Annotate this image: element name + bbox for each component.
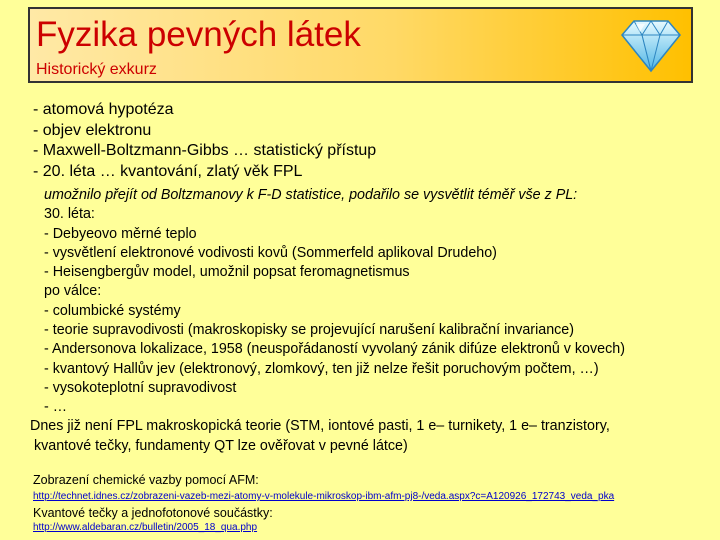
detail-line: po válce:	[44, 283, 102, 300]
bullet-item: - 20. léta … kvantování, zlatý věk FPL	[33, 162, 303, 180]
reference-link-quantum-dots[interactable]: http://www.aldebaran.cz/bulletin/2005_18_qua.php	[33, 522, 258, 533]
detail-line: - Heisengbergův model, umožnil popsat feromagnetismus	[44, 264, 410, 281]
detail-line: - …	[44, 399, 68, 416]
reference-link-afm[interactable]: http://technet.idnes.cz/zobrazeni-vazeb-mezi-atomy-v-molekule-mikroskop-ibm-afm-pj8-/veda.aspx?c=A120926_172743_veda_pka	[33, 491, 615, 502]
detail-line: - Debyeovo měrné teplo	[44, 225, 197, 242]
detail-line: - vysokoteplotní supravodivost	[44, 379, 237, 396]
detail-line: 30. léta:	[44, 206, 95, 223]
detail-line: - columbické systémy	[44, 302, 181, 319]
conclusion	[30, 417, 610, 456]
header-box	[28, 7, 693, 83]
reference-label-quantum-dots: Kvantové tečky a jednofotonové součástky:	[33, 506, 273, 520]
detail-line: - teorie supravodivosti (makroskopisky se projevující narušení kalibrační invariance)	[44, 322, 575, 339]
bullet-item: - Maxwell-Boltzmann-Gibbs … statistický přístup	[33, 142, 377, 159]
bullet-item: - objev elektronu	[33, 121, 152, 139]
detail-line: - kvantový Hallův jev (elektronový, zlomkový, ten již nelze řešit poruchovým počtem, …)	[44, 360, 599, 377]
detail-intro: umožnilo přejít od Boltzmanovy k F-D statistice, podařilo se vysvětlit téměř vše z PL:	[44, 187, 578, 203]
detail-line: - Andersonova lokalizace, 1958 (neuspořádaností vyvolaný zánik difúze elektronů v kovech)	[44, 341, 625, 358]
page-title: Fyzika pevných látek	[36, 15, 361, 54]
bullet-item: - atomová hypotéza	[33, 101, 174, 118]
conclusion-line: kvantové tečky, fundamenty QT lze ověřovat v pevné látce)	[30, 437, 408, 454]
reference-label-afm: Zobrazení chemické vazby pomocí AFM:	[33, 473, 259, 487]
diamond-icon	[620, 17, 682, 73]
bullet-list	[33, 100, 376, 182]
conclusion-line: Dnes již není FPL makroskopická teorie (STM, iontové pasti, 1 e– turnikety, 1 e– tranzistory,	[30, 418, 610, 434]
detail-line: - vysvětlení elektronové vodivosti kovů (Sommerfeld aplikoval Drudeho)	[44, 244, 497, 261]
detail-list	[44, 186, 625, 418]
page-subtitle: Historický exkurz	[36, 61, 157, 78]
